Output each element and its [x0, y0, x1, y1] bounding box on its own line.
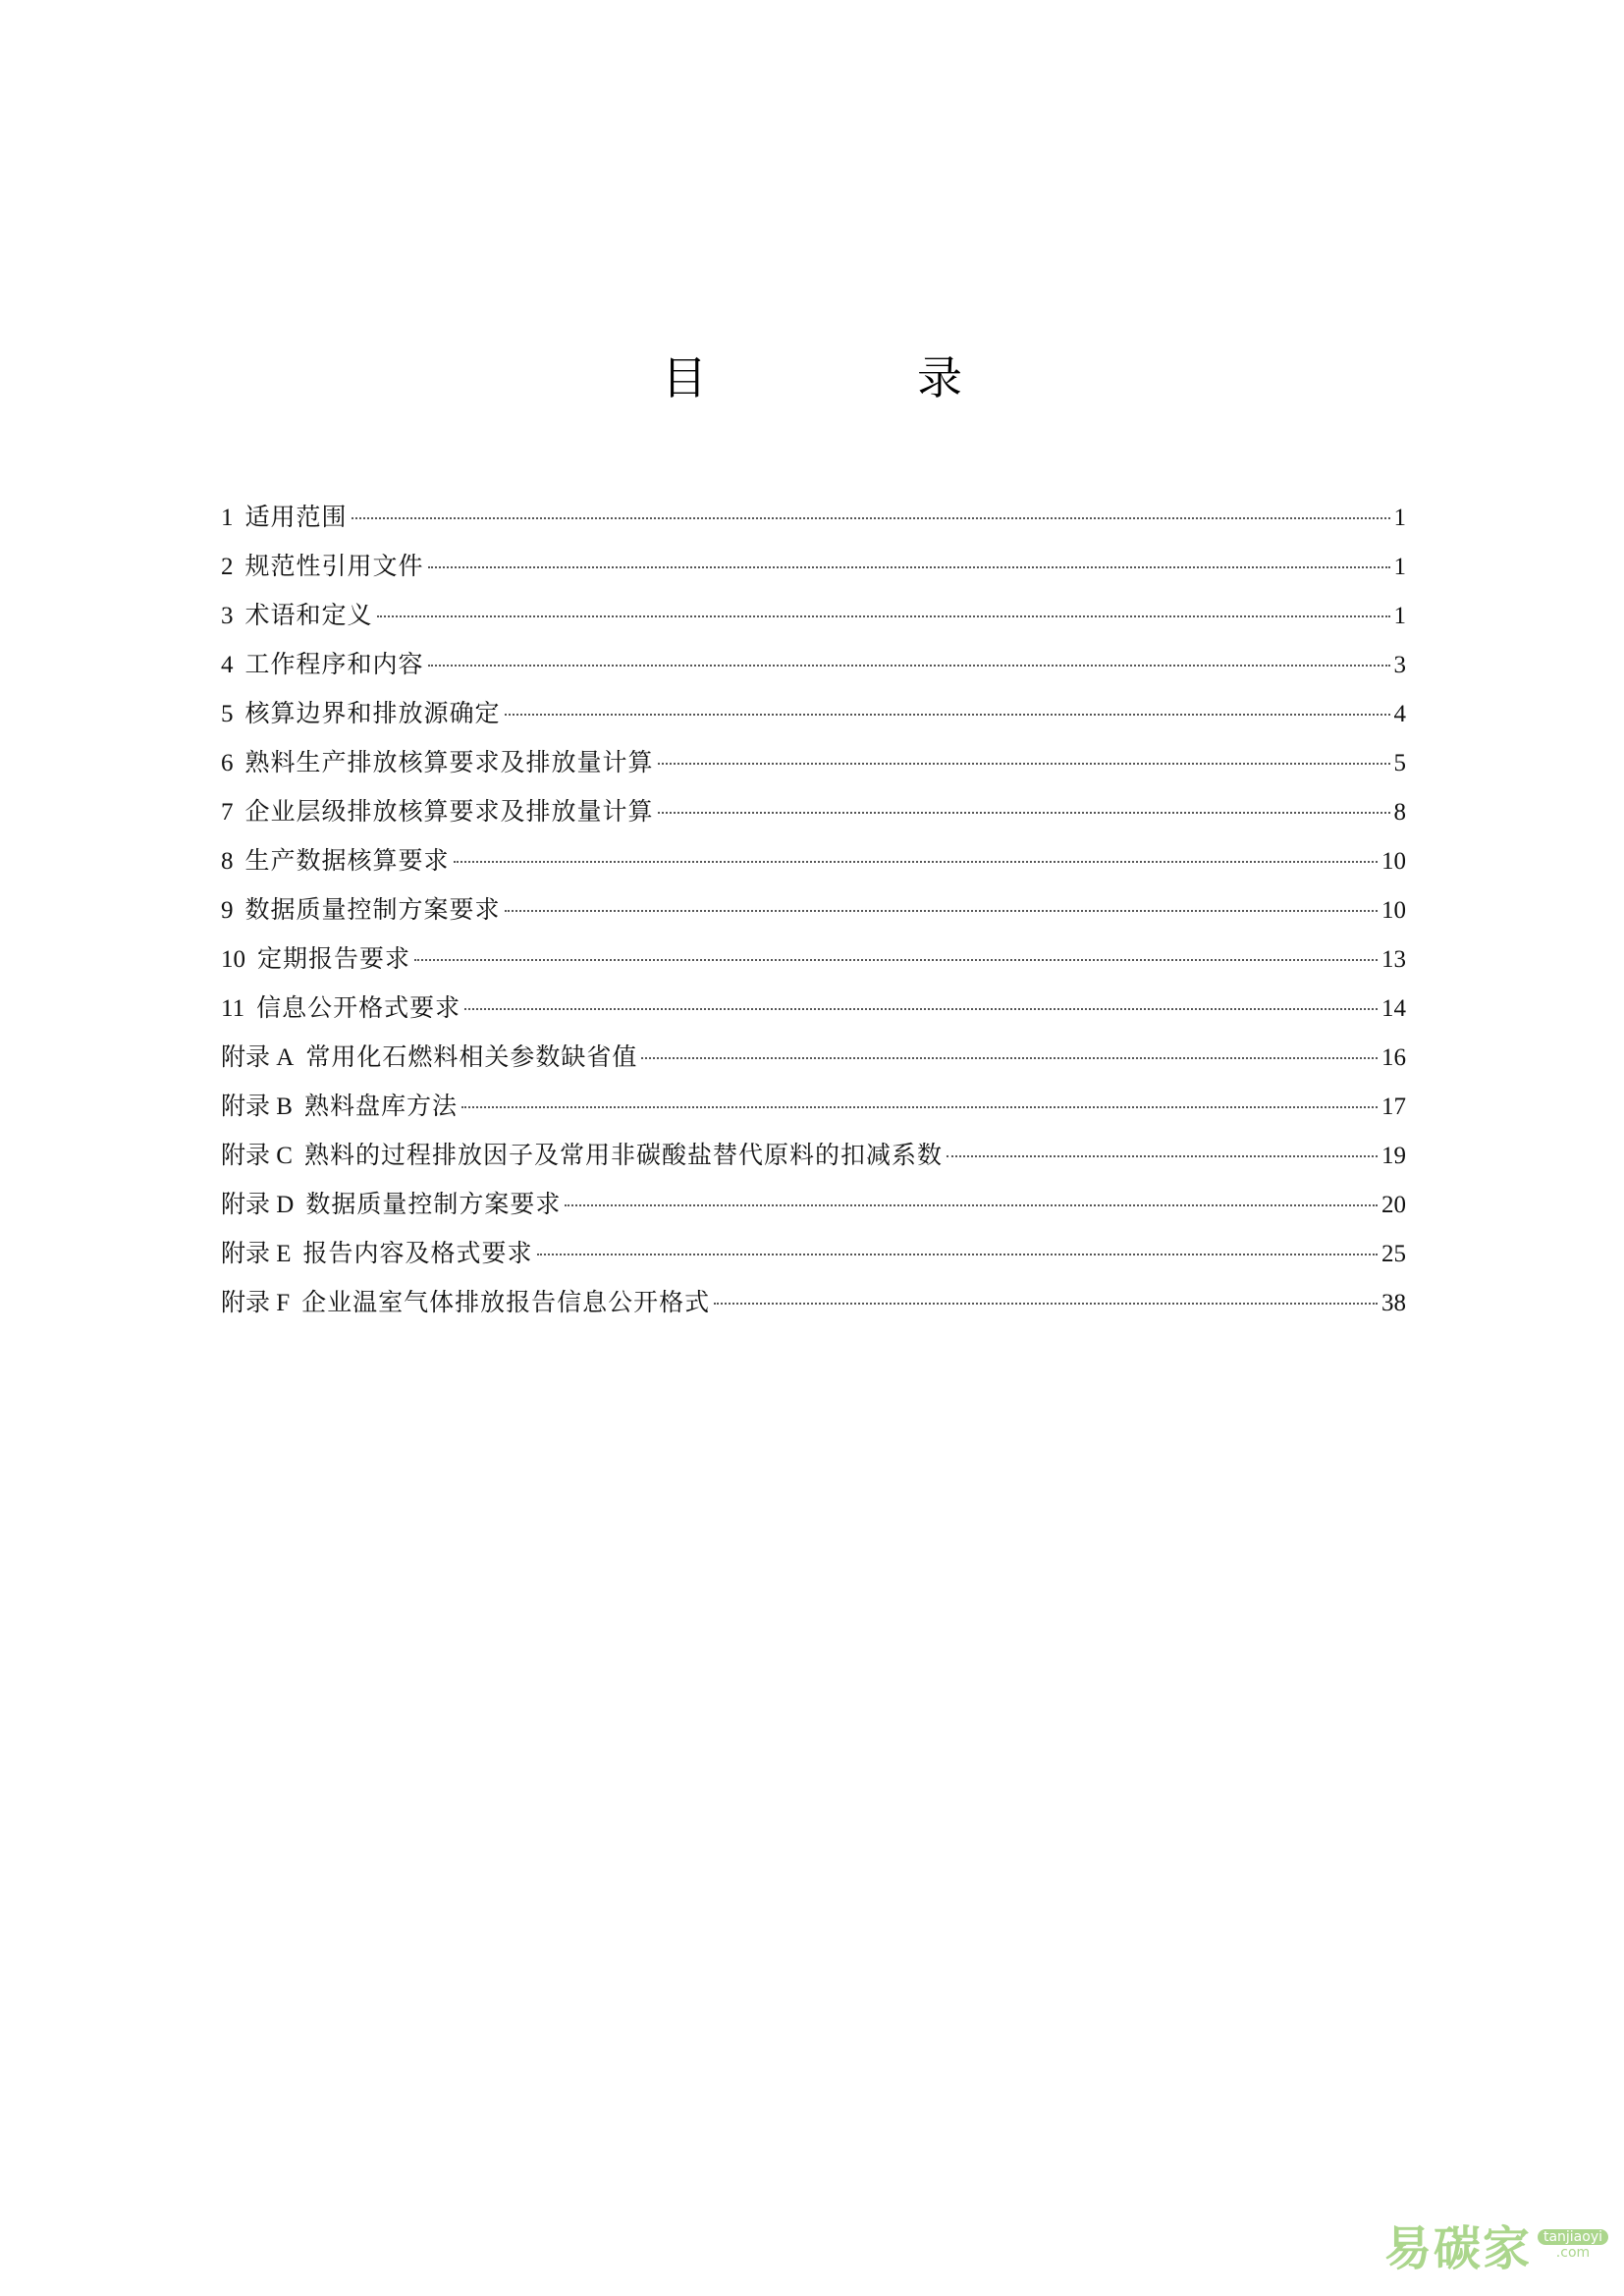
toc-entry-title: 熟料的过程排放因子及常用非碳酸盐替代原料的扣减系数	[303, 1141, 943, 1169]
toc-dot-leader	[428, 663, 1390, 667]
toc-entry-number: 3	[221, 603, 234, 629]
toc-entry-page: 4	[1393, 701, 1406, 727]
toc-dot-leader	[461, 1104, 1378, 1108]
toc-entry[interactable]	[221, 1180, 1406, 1229]
toc-entry-number: 9	[221, 897, 234, 924]
toc-dot-leader	[565, 1202, 1378, 1206]
toc-dot-leader	[658, 810, 1390, 814]
toc-entry-number: 8	[221, 848, 234, 875]
toc-dot-leader	[414, 957, 1378, 961]
toc-entry-page: 25	[1381, 1241, 1406, 1267]
toc-entry-page: 19	[1381, 1143, 1406, 1169]
toc-entry-page: 3	[1393, 652, 1406, 678]
toc-entry[interactable]	[221, 1229, 1406, 1278]
toc-entry[interactable]	[221, 689, 1406, 738]
site-watermark	[1384, 2211, 1608, 2278]
toc-entry-number: 7	[221, 799, 234, 826]
toc-entry[interactable]	[221, 1033, 1406, 1082]
toc-entry-title: 定期报告要求	[257, 944, 411, 973]
toc-entry-number: 附录 D	[221, 1192, 295, 1218]
toc-entry-title: 适用范围	[244, 503, 348, 531]
toc-entry-number: 6	[221, 750, 234, 776]
toc-dot-leader	[641, 1055, 1378, 1059]
toc-entry-title: 生产数据核算要求	[244, 846, 450, 875]
toc-entry[interactable]	[221, 1131, 1406, 1180]
toc-entry[interactable]	[221, 493, 1406, 542]
toc-entry-page: 8	[1393, 799, 1406, 826]
watermark-badge-name: tanjiaoyi	[1538, 2229, 1608, 2245]
toc-entry-page: 1	[1393, 505, 1406, 531]
toc-entry-title: 核算边界和排放源确定	[244, 699, 501, 727]
toc-dot-leader	[658, 761, 1390, 765]
toc-dot-leader	[714, 1301, 1378, 1305]
toc-dot-leader	[454, 859, 1378, 863]
toc-entry[interactable]	[221, 787, 1406, 836]
toc-entry[interactable]	[221, 984, 1406, 1033]
toc-entry-number: 附录 C	[221, 1143, 293, 1169]
toc-entry-page: 16	[1381, 1044, 1406, 1071]
toc-dot-leader	[464, 1006, 1378, 1010]
toc-entry-title: 熟料盘库方法	[303, 1092, 458, 1120]
toc-dot-leader	[505, 908, 1378, 912]
toc-entry-page: 1	[1393, 554, 1406, 580]
toc-entry[interactable]	[221, 836, 1406, 885]
toc-entry[interactable]	[221, 934, 1406, 984]
toc-entry[interactable]	[221, 885, 1406, 934]
toc-dot-leader	[352, 515, 1390, 519]
toc-entry[interactable]	[221, 640, 1406, 689]
toc-entry-number: 5	[221, 701, 234, 727]
watermark-logo-text: 易碳家	[1383, 2221, 1532, 2276]
toc-entry-title: 熟料生产排放核算要求及排放量计算	[244, 748, 654, 776]
toc-entry-number: 4	[221, 652, 234, 678]
toc-entry[interactable]	[221, 738, 1406, 787]
watermark-badge	[1538, 2229, 1608, 2261]
toc-entry-number: 附录 A	[221, 1044, 295, 1071]
toc-dot-leader	[428, 564, 1390, 568]
toc-entry-title: 常用化石燃料相关参数缺省值	[305, 1042, 638, 1071]
toc-dot-leader	[377, 614, 1390, 617]
toc-entry[interactable]	[221, 1082, 1406, 1131]
page-title: 目 录	[662, 351, 1045, 404]
toc-entry[interactable]	[221, 542, 1406, 591]
toc-entry-page: 13	[1381, 946, 1406, 973]
toc-entry-number: 附录 E	[221, 1241, 292, 1267]
toc-entry-number: 1	[221, 505, 234, 531]
toc-entry-title: 术语和定义	[244, 601, 373, 629]
toc-entry-number: 2	[221, 554, 234, 580]
toc-entry-page: 1	[1393, 603, 1406, 629]
toc-entry[interactable]	[221, 591, 1406, 640]
toc-entry-page: 20	[1381, 1192, 1406, 1218]
toc-entry-page: 5	[1393, 750, 1406, 776]
toc-entry-title: 报告内容及格式要求	[302, 1239, 533, 1267]
toc-entry-title: 规范性引用文件	[244, 552, 424, 580]
toc-entry[interactable]	[221, 1278, 1406, 1327]
toc-entry-title: 数据质量控制方案要求	[244, 895, 501, 924]
toc-entry-number: 11	[221, 995, 245, 1022]
toc-entry-page: 10	[1381, 897, 1406, 924]
toc-entry-page: 17	[1381, 1094, 1406, 1120]
toc-entry-number: 附录 B	[221, 1094, 293, 1120]
toc-entry-title: 企业温室气体排放报告信息公开格式	[301, 1288, 711, 1316]
toc-entry-title: 企业层级排放核算要求及排放量计算	[244, 797, 654, 826]
toc-entry-page: 38	[1381, 1290, 1406, 1316]
toc-dot-leader	[505, 712, 1390, 716]
toc-dot-leader	[947, 1153, 1378, 1157]
toc-entry-page: 10	[1381, 848, 1406, 875]
table-of-contents	[221, 493, 1406, 1327]
toc-entry-number: 10	[221, 946, 245, 973]
toc-entry-title: 数据质量控制方案要求	[305, 1190, 562, 1218]
toc-dot-leader	[537, 1252, 1378, 1255]
toc-entry-number: 附录 F	[221, 1290, 291, 1316]
toc-entry-title: 信息公开格式要求	[256, 993, 461, 1022]
toc-entry-page: 14	[1381, 995, 1406, 1022]
toc-entry-title: 工作程序和内容	[244, 650, 424, 678]
watermark-domain: .com	[1555, 2244, 1591, 2261]
